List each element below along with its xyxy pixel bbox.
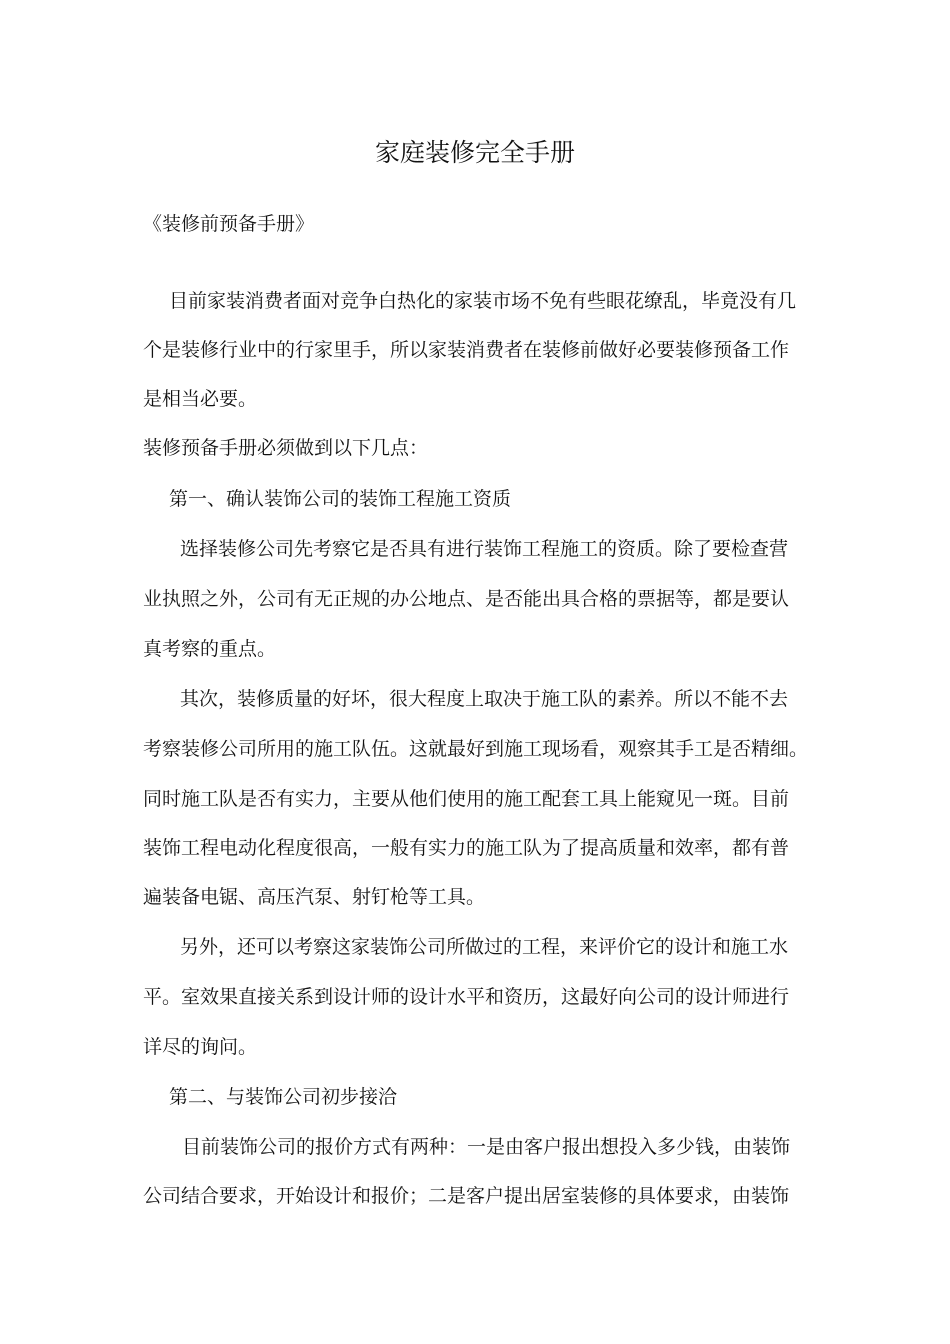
document-title: 家庭装修完全手册 (374, 138, 575, 167)
paragraph-line: 选择装修公司先考察它是否具有进行装饰工程施工的资质。除了要检查营 (180, 538, 789, 560)
paragraph-line: 考察装修公司所用的施工队伍。这就最好到施工现场看，观察其手工是否精细。 (143, 738, 809, 760)
paragraph-line: 装饰工程电动化程度很高，一般有实力的施工队为了提高质量和效率，都有普 (143, 837, 790, 859)
paragraph-line: 遍装备电锯、高压汽泵、射钉枪等工具。 (143, 886, 486, 908)
paragraph-line: 真考察的重点。 (143, 638, 277, 660)
intro-line: 个是装修行业中的行家里手，所以家装消费者在装修前做好必要装修预备工作 (143, 339, 790, 361)
paragraph-line: 公司结合要求，开始设计和报价；二是客户提出居室装修的具体要求，由装饰 (143, 1185, 790, 1207)
paragraph-line: 另外，还可以考察这家装饰公司所做过的工程，来评价它的设计和施工水 (180, 936, 789, 958)
paragraph-line: 同时施工队是否有实力，主要从他们使用的施工配套工具上能窥见一斑。目前 (143, 788, 790, 810)
paragraph-line: 业执照之外，公司有无正规的办公地点、是否能出具合格的票据等，都是要认 (143, 588, 790, 610)
paragraph-line: 目前装饰公司的报价方式有两种：一是由客户报出想投入多少钱，由装饰 (182, 1136, 791, 1158)
list-intro: 装修预备手册必须做到以下几点： (143, 437, 429, 459)
intro-line: 目前家装消费者面对竞争白热化的家装市场不免有些眼花缭乱，毕竟没有几 (169, 290, 797, 312)
paragraph-line: 其次，装修质量的好坏，很大程度上取决于施工队的素养。所以不能不去 (180, 688, 789, 710)
intro-line: 是相当必要。 (143, 388, 258, 410)
paragraph-line: 平。室效果直接关系到设计师的设计水平和资历，这最好向公司的设计师进行 (143, 986, 790, 1008)
section-heading: 第二、与装饰公司初步接洽 (169, 1086, 398, 1108)
document-subtitle: 《装修前预备手册》 (143, 213, 315, 235)
section-heading: 第一、确认装饰公司的装饰工程施工资质 (169, 488, 512, 510)
paragraph-line: 详尽的询问。 (143, 1036, 258, 1058)
